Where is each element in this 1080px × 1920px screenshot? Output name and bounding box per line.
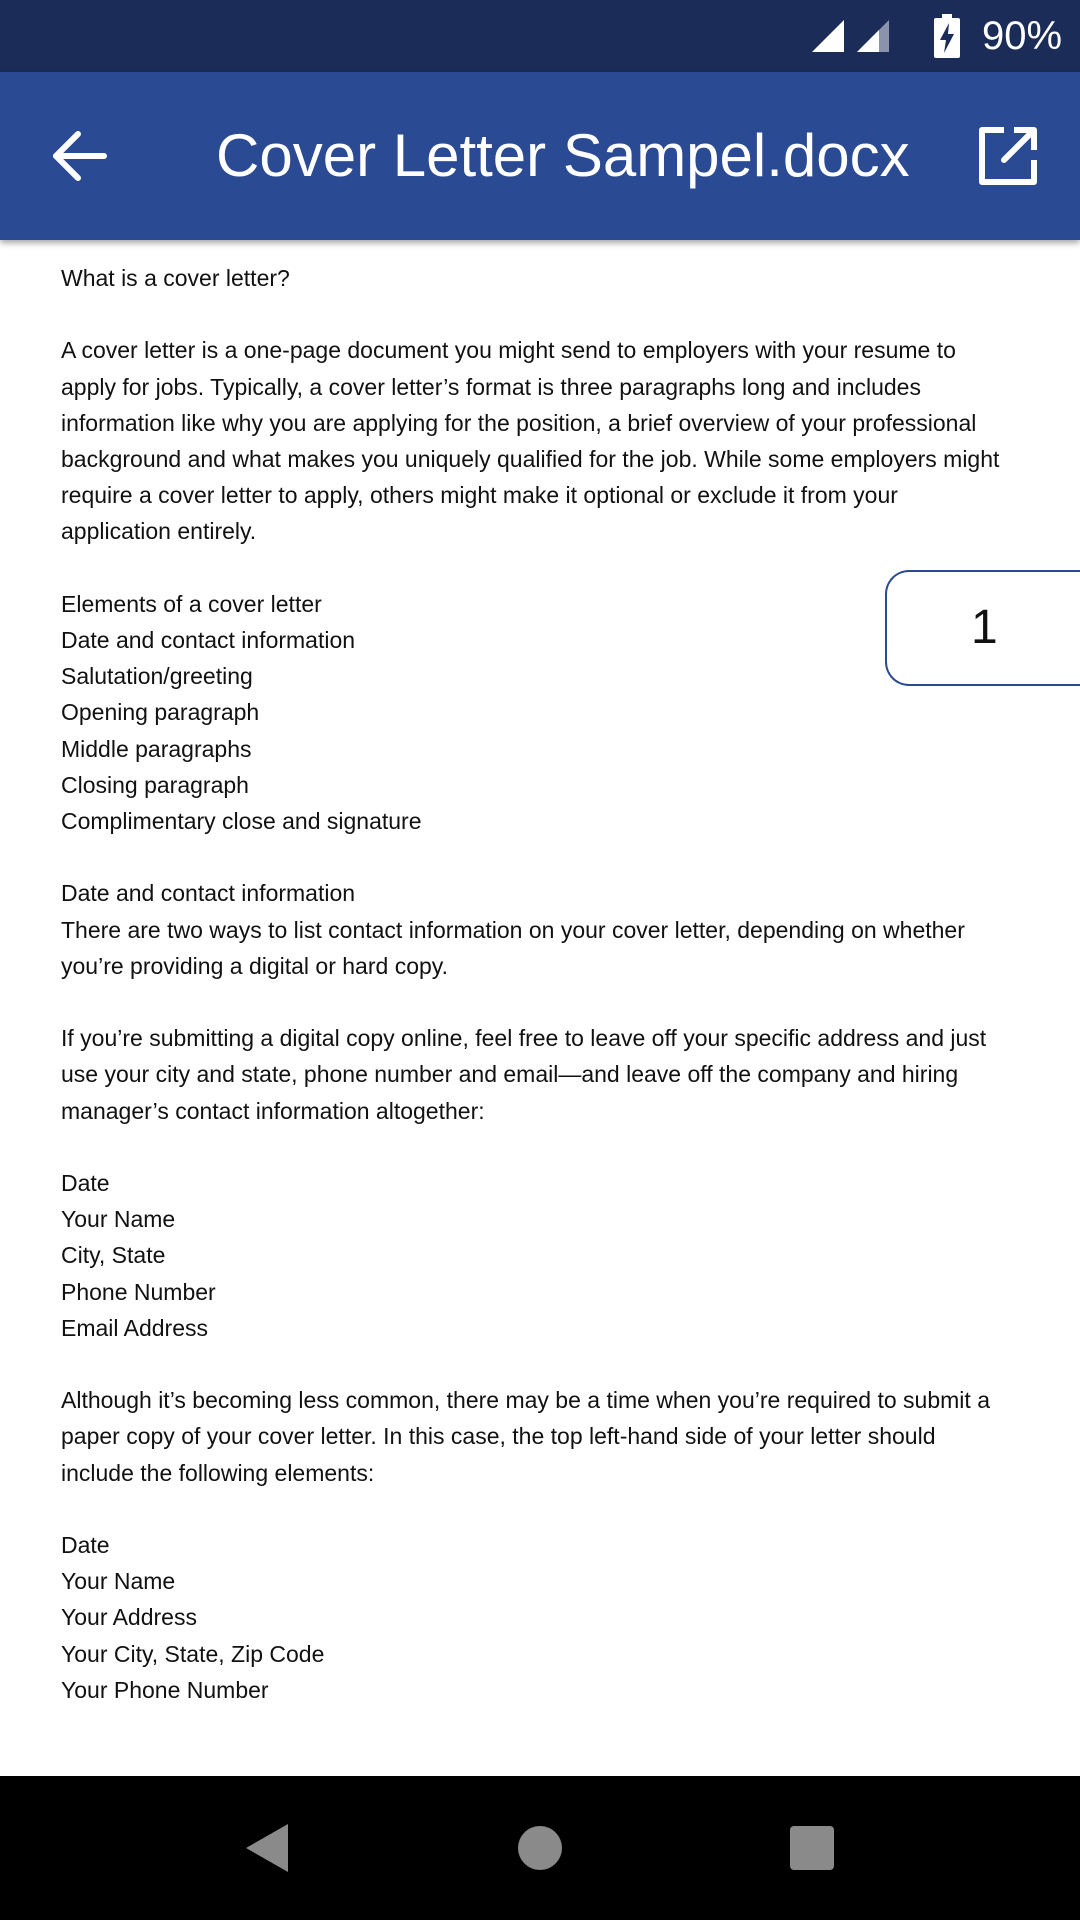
open-in-new-icon[interactable] — [976, 124, 1040, 188]
wifi-signal-icon — [855, 18, 891, 54]
system-nav-bar — [0, 1776, 1080, 1920]
document-line: information like why you are applying for the position, a brief overview of your professional — [61, 409, 977, 436]
document-line: Although it’s becoming less common, there may be a time when you’re required to submit a — [61, 1387, 990, 1414]
battery-charging-icon — [934, 14, 960, 58]
document-line: Date — [61, 1170, 110, 1196]
document-line: Phone Number — [61, 1278, 216, 1305]
document-line: Your Phone Number — [61, 1676, 269, 1703]
document-line: Complimentary close and signature — [61, 808, 422, 835]
document-line: Middle paragraphs — [61, 735, 252, 762]
document-line: Email Address — [61, 1314, 209, 1341]
arrow-left-icon[interactable] — [50, 126, 110, 186]
back-triangle-icon[interactable] — [242, 1822, 294, 1874]
document-line: If you’re submitting a digital copy online, feel free to leave off your specific address and just — [61, 1025, 987, 1052]
document-line: Date and contact information — [61, 880, 356, 907]
document-line: Salutation/greeting — [61, 663, 253, 690]
document-line: include the following elements: — [61, 1459, 375, 1486]
document-line: paper copy of your cover letter. In this case, the top left-hand side of your letter should — [61, 1423, 936, 1450]
document-title: Cover Letter Sampel.docx — [216, 122, 910, 189]
document-line: use your city and state, phone number and email—and leave off the company and hiring — [61, 1061, 959, 1088]
document-line: Your City, State, Zip Code — [61, 1640, 325, 1667]
document-line: Date — [61, 1532, 110, 1558]
document-line: City, State — [61, 1242, 166, 1269]
document-line: Date and contact information — [61, 627, 356, 653]
document-line: apply for jobs. Typically, a cover letter’s format is three paragraphs long and includes — [61, 373, 921, 400]
document-line: A cover letter is a one-page document you might send to employers with your resume to — [61, 337, 956, 364]
app-bar — [0, 72, 1080, 240]
document-line: background and what makes you uniquely qualified for the job. While some employers might — [61, 446, 1000, 472]
page-indicator: 1 — [885, 570, 1080, 686]
document-line: Your Name — [61, 1206, 176, 1233]
document-line: Elements of a cover letter — [61, 590, 322, 617]
document-line: What is a cover letter? — [61, 265, 290, 291]
status-bar — [0, 0, 1080, 72]
document-line: There are two ways to list contact information on your cover letter, depending on whether — [61, 916, 965, 943]
document-content — [61, 260, 1051, 1708]
document-line: manager’s contact information altogether: — [61, 1097, 485, 1124]
document-line: Opening paragraph — [61, 699, 260, 726]
cell-signal-icon — [810, 18, 846, 54]
recents-square-icon[interactable] — [786, 1822, 838, 1874]
document-line: Closing paragraph — [61, 771, 249, 798]
battery-percent: 90% — [982, 14, 1063, 58]
document-line: require a cover letter to apply, others might make it optional or exclude it from your — [61, 482, 898, 509]
document-viewer[interactable] — [0, 240, 1080, 1776]
document-line: application entirely. — [61, 518, 257, 545]
document-line: Your Address — [61, 1604, 197, 1631]
document-line: Your Name — [61, 1568, 176, 1595]
home-circle-icon[interactable] — [514, 1822, 566, 1874]
document-line: you’re providing a digital or hard copy. — [61, 952, 448, 979]
